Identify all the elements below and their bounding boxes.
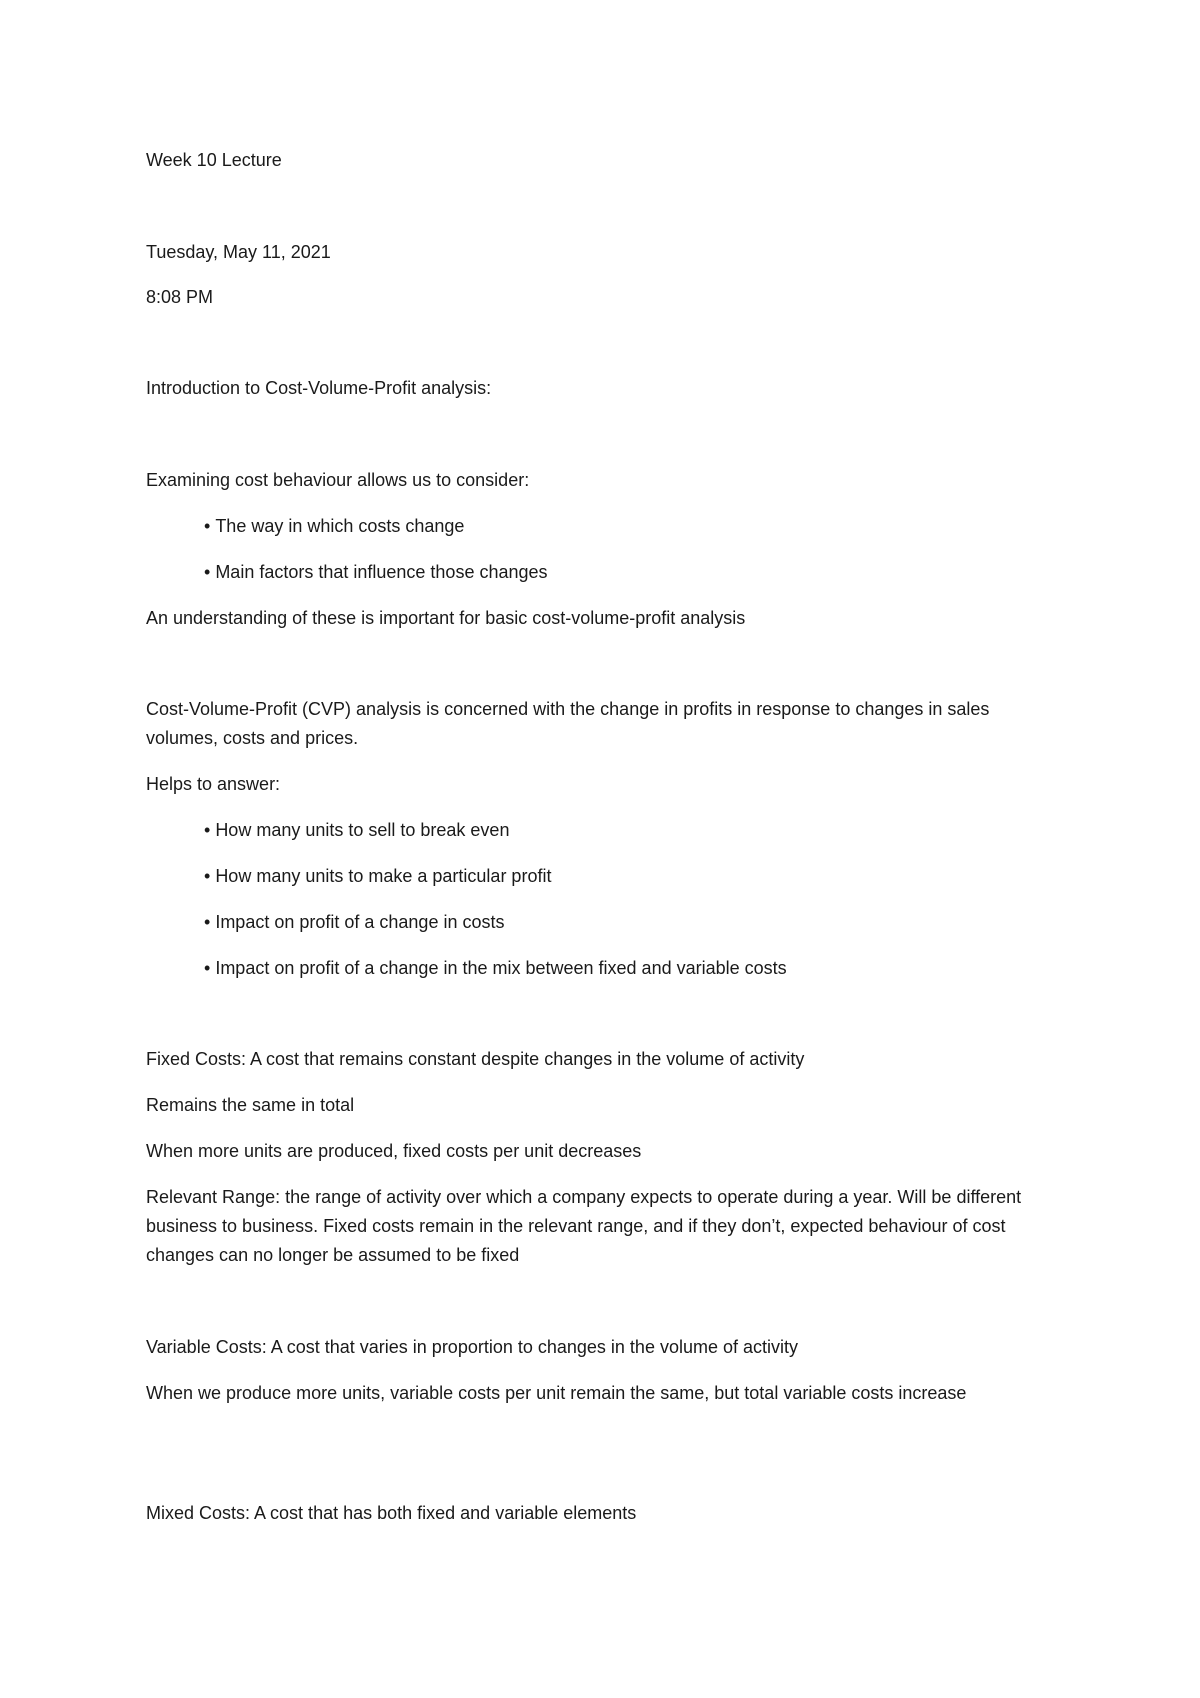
page-title: Week 10 Lecture [146,150,282,170]
note-time: 8:08 PM [146,287,214,307]
fixed-costs-definition: Fixed Costs: A cost that remains constant despite changes in the volume of activity [146,1049,805,1069]
cvp-definition: Cost-Volume-Profit (CVP) analysis is concerned with the change in profits in response to changes in sales volumes, costs and prices. [146,699,990,748]
cost-behaviour-bullet: • Main factors that influence those changes [204,558,548,587]
cvp-helps-lead: Helps to answer: [146,774,281,794]
relevant-range-definition: Relevant Range: the range of activity over which a company expects to operate during a year. Will be different business to business. Fixed costs remain in the relevant range, and if they don’t, expected behaviour of cost changes can no longer be assumed to be fixed [146,1187,1022,1265]
cost-behaviour-conclusion: An understanding of these is important for basic cost-volume-profit analysis [146,608,746,628]
cost-behaviour-lead: Examining cost behaviour allows us to consider: [146,470,530,490]
fixed-costs-note: When more units are produced, fixed costs per unit decreases [146,1141,642,1161]
mixed-costs-definition: Mixed Costs: A cost that has both fixed and variable elements [146,1503,637,1523]
intro-heading: Introduction to Cost-Volume-Profit analysis: [146,378,492,398]
note-date: Tuesday, May 11, 2021 [146,242,331,262]
cvp-bullet: • Impact on profit of a change in costs [204,908,504,937]
variable-costs-definition: Variable Costs: A cost that varies in proportion to changes in the volume of activity [146,1337,799,1357]
cvp-bullet: • How many units to make a particular profit [204,862,551,891]
variable-costs-note: When we produce more units, variable costs per unit remain the same, but total variable costs increase [146,1383,967,1403]
cvp-bullet: • Impact on profit of a change in the mix between fixed and variable costs [204,954,787,983]
cost-behaviour-bullet: • The way in which costs change [204,512,464,541]
fixed-costs-note: Remains the same in total [146,1095,355,1115]
cvp-bullet: • How many units to sell to break even [204,816,509,845]
